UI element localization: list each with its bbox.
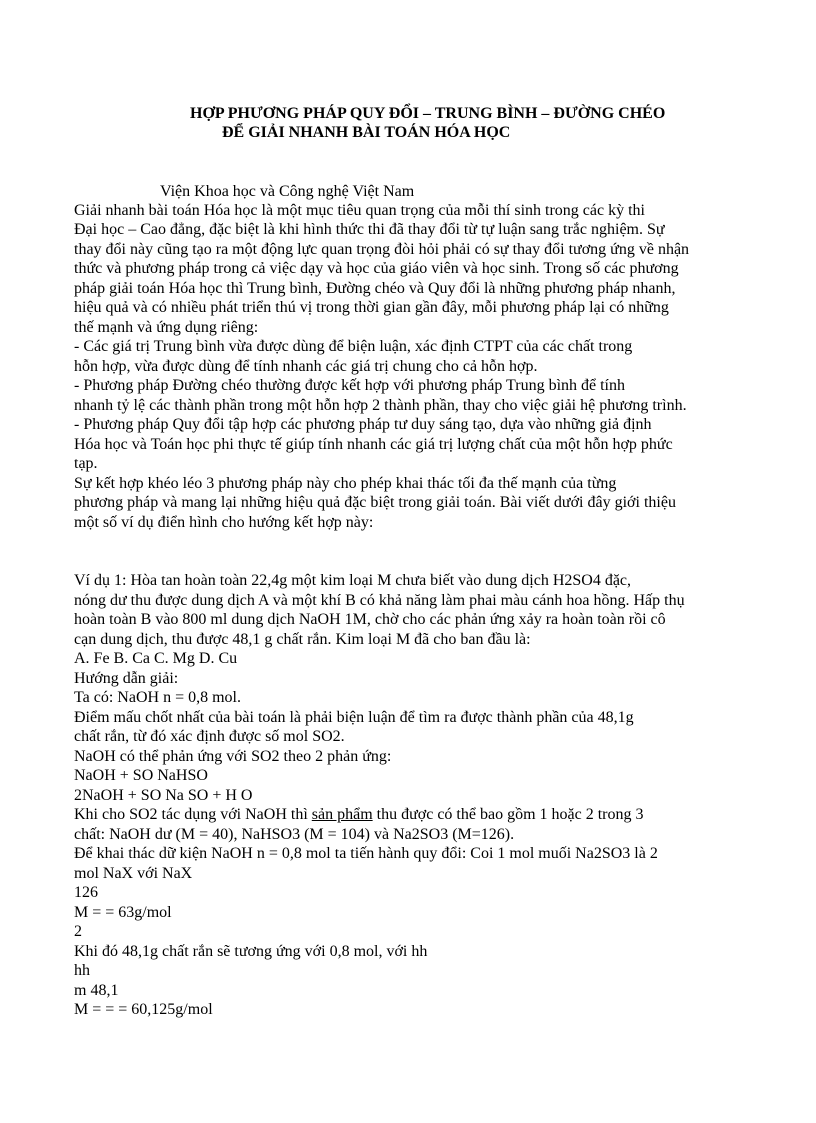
text-segment: thu được có thể bao gồm 1 hoặc 2 trong 3: [372, 806, 644, 823]
paragraph-line: thức và phương pháp trong cả việc dạy và học của giáo viên và học sinh. Trong số các phương: [74, 260, 679, 277]
reaction-equation: 2NaOH + SO Na SO + H O: [74, 787, 253, 804]
solution-line: Ta có: NaOH n = 0,8 mol.: [74, 689, 241, 706]
formula-fragment: hh: [74, 962, 90, 979]
solution-line: Để khai thác dữ kiện NaOH n = 0,8 mol ta tiến hành quy đổi: Coi 1 mol muối Na2SO3 là 2: [74, 845, 658, 862]
paragraph-line: Sự kết hợp khéo léo 3 phương pháp này cho phép khai thác tối đa thế mạnh của từng: [74, 475, 617, 492]
formula-fragment: 2: [74, 923, 82, 940]
example-line: cạn dung dịch, thu được 48,1 g chất rắn. Kim loại M đã cho ban đầu là:: [74, 631, 531, 648]
underlined-term: sản phẩm: [311, 806, 373, 823]
solution-heading: Hướng dẫn giải:: [74, 670, 179, 687]
solution-line: Khi đó 48,1g chất rắn sẽ tương ứng với 0,8 mol, với hh: [74, 943, 428, 960]
solution-line: Điểm mấu chốt nhất của bài toán là phải biện luận để tìm ra được thành phần của 48,1g: [74, 709, 634, 726]
formula-fragment: m 48,1: [74, 982, 119, 999]
example-line: hoàn toàn B vào 800 ml dung dịch NaOH 1M, chờ cho các phản ứng xảy ra hoàn toàn rồi cô: [74, 611, 666, 628]
document-title-line-2: ĐỂ GIẢI NHANH BÀI TOÁN HÓA HỌC: [222, 124, 511, 141]
reaction-equation: NaOH + SO NaHSO: [74, 767, 208, 784]
bullet-line: Hóa học và Toán học phi thực tế giúp tính nhanh các giá trị lượng chất của một hỗn hợp phức: [74, 436, 673, 453]
solution-line: [74, 805, 644, 824]
formula-fragment: M = = = 60,125g/mol: [74, 1001, 213, 1018]
answer-choices: A. Fe B. Ca C. Mg D. Cu: [74, 650, 238, 667]
paragraph-line: Đại học – Cao đẳng, đặc biệt là khi hình thức thi đã thay đổi từ tự luận sang trắc nghiệm. Sự: [74, 221, 665, 238]
bullet-line: tạp.: [74, 455, 98, 472]
bullet-line: - Phương pháp Đường chéo thường được kết hợp với phương pháp Trung bình để tính: [74, 377, 625, 394]
solution-line: NaOH có thể phản ứng với SO2 theo 2 phản ứng:: [74, 748, 392, 765]
text-segment: Khi cho SO2 tác dụng với NaOH thì: [74, 806, 312, 823]
bullet-line: - Phương pháp Quy đổi tập hợp các phương pháp tư duy sáng tạo, dựa vào những giả định: [74, 416, 652, 433]
paragraph-line: thế mạnh và ứng dụng riêng:: [74, 319, 259, 336]
paragraph-line: một số ví dụ điển hình cho hướng kết hợp này:: [74, 514, 374, 531]
author-affiliation: Viện Khoa học và Công nghệ Việt Nam: [160, 183, 415, 200]
bullet-line: hỗn hợp, vừa được dùng để tính nhanh các giá trị chung cho cả hỗn hợp.: [74, 358, 538, 375]
paragraph-line: pháp giải toán Hóa học thì Trung bình, Đường chéo và Quy đổi là những phương pháp nhanh,: [74, 280, 676, 297]
paragraph-line: Giải nhanh bài toán Hóa học là một mục tiêu quan trọng của mỗi thí sinh trong các kỳ thi: [74, 202, 645, 219]
formula-fragment: 126: [74, 884, 98, 901]
example-line: Ví dụ 1: Hòa tan hoàn toàn 22,4g một kim loại M chưa biết vào dung dịch H2SO4 đặc,: [74, 572, 632, 589]
document-title-line-1: HỢP PHƯƠNG PHÁP QUY ĐỔI – TRUNG BÌNH – ĐƯỜNG CHÉO: [190, 105, 666, 122]
bullet-line: nhanh tỷ lệ các thành phần trong một hỗn hợp 2 thành phần, thay cho việc giải hệ phương trình.: [74, 397, 687, 414]
example-line: nóng dư thu được dung dịch A và một khí B có khả năng làm phai màu cánh hoa hồng. Hấp thụ: [74, 592, 685, 609]
formula-fragment: M = = 63g/mol: [74, 904, 172, 921]
solution-line: mol NaX với NaX: [74, 865, 193, 882]
paragraph-line: thay đổi này cũng tạo ra một động lực quan trọng đòi hỏi phải có sự thay đổi tương ứng về nhận: [74, 241, 690, 258]
bullet-line: - Các giá trị Trung bình vừa được dùng để biện luận, xác định CTPT của các chất trong: [74, 338, 633, 355]
solution-line: chất rắn, từ đó xác định được số mol SO2.: [74, 728, 345, 745]
solution-line: chất: NaOH dư (M = 40), NaHSO3 (M = 104) và Na2SO3 (M=126).: [74, 826, 515, 843]
paragraph-line: hiệu quả và có nhiều phát triển thú vị trong thời gian gần đây, mỗi phương pháp lại có những: [74, 299, 669, 316]
paragraph-line: phương pháp và mang lại những hiệu quả đặc biệt trong giải toán. Bài viết dưới đây giới thiệu: [74, 494, 676, 511]
